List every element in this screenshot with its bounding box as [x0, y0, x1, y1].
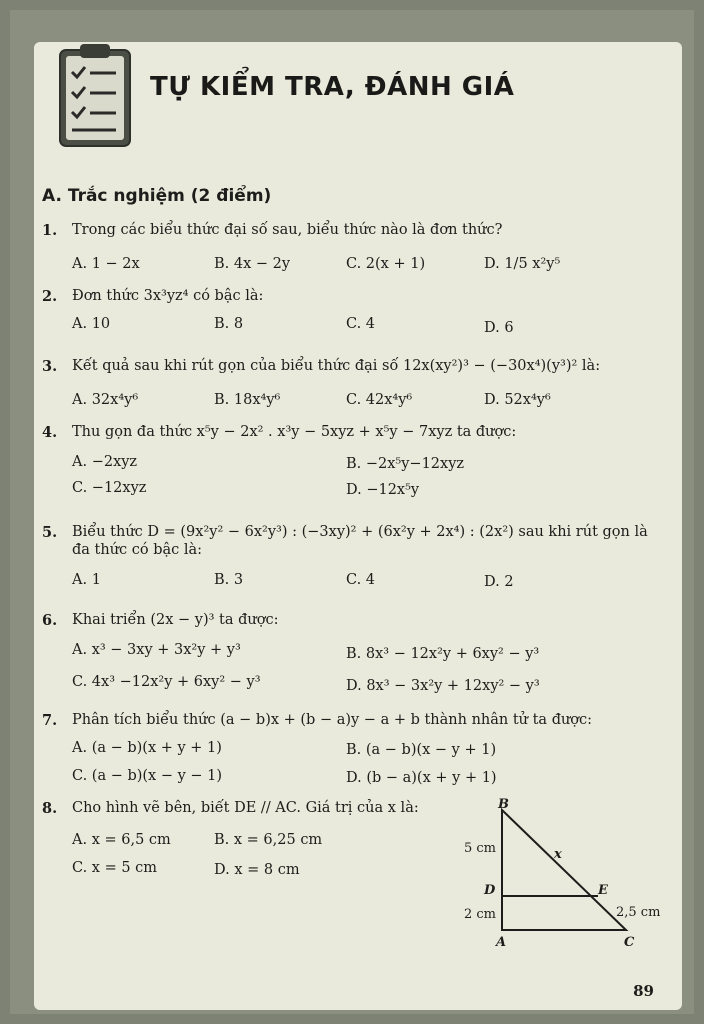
option-c: C. −12xyz	[72, 480, 147, 496]
section-heading: A. Trắc nghiệm (2 điểm)	[42, 186, 272, 206]
question-number: 6.	[42, 612, 58, 629]
length-bd: 5 cm	[464, 841, 497, 856]
option-c: C. 4x³ −12x²y + 6xy² − y³	[72, 674, 261, 690]
triangle-figure	[460, 796, 670, 956]
option-b: B. −2x⁵y−12xyz	[346, 456, 465, 472]
option-b: B. 18x⁴y⁶	[214, 392, 281, 408]
option-c: C. 2(x + 1)	[346, 256, 426, 272]
option-c: C. 4	[346, 572, 376, 588]
question-text-continued: đa thức có bậc là:	[72, 542, 203, 558]
question-text: Trong các biểu thức đại số sau, biểu thức nào là đơn thức?	[72, 222, 503, 238]
option-b: B. x = 6,25 cm	[214, 832, 323, 848]
question-text: Cho hình vẽ bên, biết DE // AC. Giá trị của x là:	[72, 800, 419, 816]
question-number: 3.	[42, 358, 58, 375]
option-d: D. 6	[484, 320, 514, 336]
option-c: C. (a − b)(x − y − 1)	[72, 768, 223, 784]
option-d: D. 1/5 x²y⁵	[484, 256, 561, 272]
question-number: 7.	[42, 712, 58, 729]
length-ec: 2,5 cm	[616, 905, 661, 920]
label-e: E	[598, 883, 608, 898]
option-d: D. 52x⁴y⁶	[484, 392, 551, 408]
page-number: 89	[633, 982, 654, 1000]
option-d: D. −12x⁵y	[346, 482, 420, 498]
option-d: D. x = 8 cm	[214, 862, 300, 878]
option-a: A. 1	[72, 572, 101, 588]
option-c: C. x = 5 cm	[72, 860, 158, 876]
label-c: C	[624, 935, 635, 950]
option-d: D. (b − a)(x + y + 1)	[346, 770, 497, 786]
triangle-abc	[502, 810, 626, 930]
question-text: Thu gọn đa thức x⁵y − 2x² . x³y − 5xyz + x⁵y − 7xyz ta được:	[72, 424, 517, 440]
option-d: D. 2	[484, 574, 514, 590]
option-a: A. 10	[72, 316, 111, 332]
question-number: 1.	[42, 222, 58, 239]
question-text: Khai triển (2x − y)³ ta được:	[72, 612, 279, 628]
option-b: B. 8	[214, 316, 244, 332]
option-d: D. 8x³ − 3x²y + 12xy² − y³	[346, 678, 540, 694]
question-number: 2.	[42, 288, 58, 305]
question-number: 5.	[42, 524, 58, 541]
label-b: B	[498, 797, 509, 812]
label-d: D	[484, 883, 496, 898]
option-a: A. x = 6,5 cm	[72, 832, 171, 848]
option-a: A. x³ − 3xy + 3x²y + y³	[72, 642, 241, 658]
label-x: x	[554, 847, 562, 862]
option-b: B. (a − b)(x − y + 1)	[346, 742, 497, 758]
option-c: C. 4	[346, 316, 376, 332]
option-b: B. 8x³ − 12x²y + 6xy² − y³	[346, 646, 540, 662]
length-da: 2 cm	[464, 907, 497, 922]
question-number: 8.	[42, 800, 58, 817]
option-c: C. 42x⁴y⁶	[346, 392, 413, 408]
option-b: B. 3	[214, 572, 244, 588]
option-a: A. −2xyz	[72, 454, 138, 470]
question-text: Kết quả sau khi rút gọn của biểu thức đại số 12x(xy²)³ − (−30x⁴)(y³)² là:	[72, 358, 601, 374]
option-b: B. 4x − 2y	[214, 256, 291, 272]
question-number: 4.	[42, 424, 58, 441]
question-text: Phân tích biểu thức (a − b)x + (b − a)y − a + b thành nhân tử ta được:	[72, 712, 593, 728]
option-a: A. 32x⁴y⁶	[72, 392, 139, 408]
question-text: Đơn thức 3x³yz⁴ có bậc là:	[72, 288, 264, 304]
page-title: TỰ KIỂM TRA, ĐÁNH GIÁ	[150, 72, 515, 102]
option-a: A. 1 − 2x	[72, 256, 140, 272]
clipboard-icon	[46, 40, 144, 156]
label-a: A	[496, 935, 507, 950]
question-text: Biểu thức D = (9x²y² − 6x²y³) : (−3xy)² + (6x²y + 2x⁴) : (2x²) sau khi rút gọn là	[72, 524, 648, 540]
option-a: A. (a − b)(x + y + 1)	[72, 740, 222, 756]
